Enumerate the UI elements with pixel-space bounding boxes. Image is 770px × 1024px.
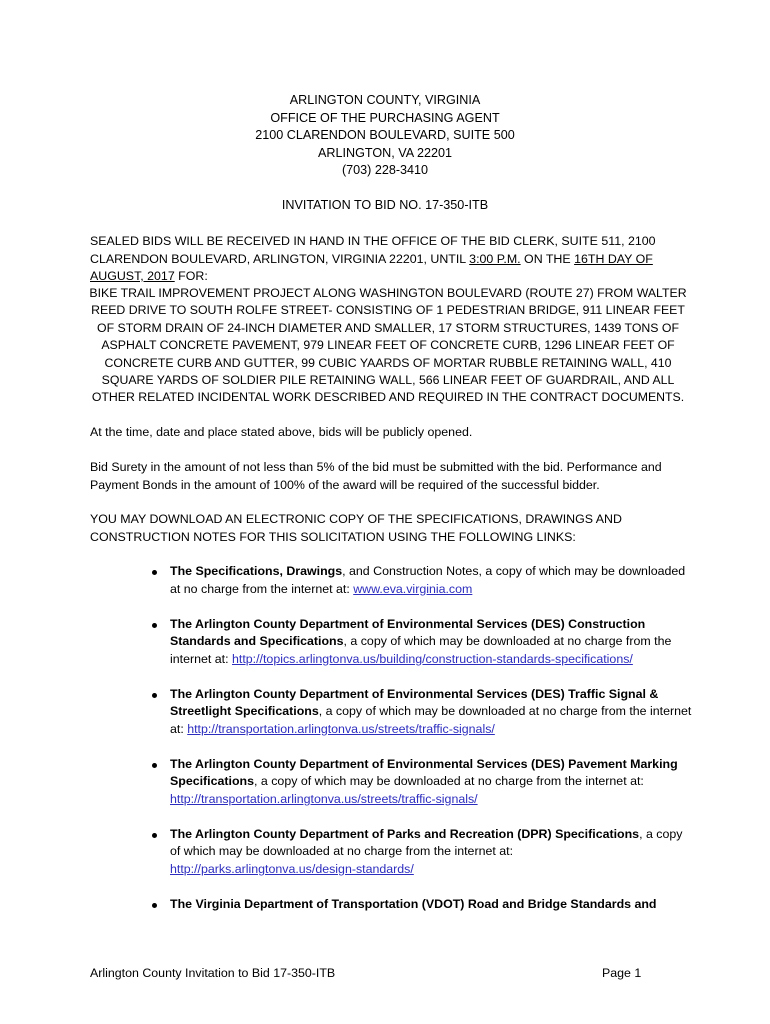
bullet-icon [152,693,157,698]
list-item [150,616,695,669]
bullet-icon [152,570,157,575]
letterhead [0,92,770,180]
list-item-text: , a copy of which may be downloaded at no charge from the internet at: [254,774,644,789]
construction-standards-link[interactable]: http://topics.arlingtonva.us/building/construction-standards-specifications/ [232,651,633,666]
city-state-zip: ARLINGTON, VA 22201 [318,145,452,160]
pavement-marking-link[interactable]: http://transportation.arlingtonva.us/streets/traffic-signals/ [170,791,478,806]
list-item-title: The Arlington County Department of Environmental Services (DES) Pavement Marking Specifications [170,756,678,789]
list-item-title: The Arlington County Department of Parks and Recreation (DPR) Specifications [170,826,640,841]
bid-surety-paragraph: Bid Surety in the amount of not less than 5% of the bid must be submitted with the bid. Performance and Payment Bonds in the amount of 100% of the award will be required of the successful bidder. [90,460,662,492]
list-item-text: , and Construction Notes, a copy of which may be downloaded at no charge from the internet at: [170,564,686,596]
phone-number: (703) 228-3410 [341,163,429,177]
document-title: INVITATION TO BID NO. 17-350-ITB [281,198,489,212]
specification-links-list [150,563,695,931]
list-item-text: , a copy of which may be downloaded at no charge from the internet at: [170,826,683,859]
sealed-bids-paragraph [90,233,690,286]
list-item-title: The Specifications, Drawings [170,564,343,578]
bullet-icon [152,833,157,838]
traffic-signals-link[interactable]: http://transportation.arlingtonva.us/streets/traffic-signals/ [187,721,495,736]
footer-document-name: Arlington County Invitation to Bid 17-350-ITB [90,966,336,980]
download-instructions: YOU MAY DOWNLOAD AN ELECTRONIC COPY OF THE SPECIFICATIONS, DRAWINGS AND CONSTRUCTION NOTES FOR THIS SOLICITATION USING THE FOLLOWING LINKS: [90,512,622,544]
deadline-time: 3:00 P.M. [469,251,521,266]
list-item [150,756,695,809]
bid-opening-paragraph: At the time, date and place stated above, bids will be publicly opened. [90,425,473,439]
office-name: OFFICE OF THE PURCHASING AGENT [270,110,500,125]
list-item-title: The Virginia Department of Transportation (VDOT) Road and Bridge Standards and [170,896,657,911]
project-description: BIKE TRAIL IMPROVEMENT PROJECT ALONG WASHINGTON BOULEVARD (ROUTE 27) FROM WALTER REED DRIVE TO SOUTH ROLFE STREET- CONSISTING OF 1 PEDESTRIAN BRIDGE, 911 LINEAR FEET OF STORM DRAIN OF 24-INCH DIAMETER AND SMALLER, 17 STORM STRUCTURES, 1439 TONS OF ASPHALT CONCRETE PAVEMENT, 979 LINEAR FEET OF CONCRETE CURB, 1296 LINEAR FEET OF CONCRETE CURB AND GUTTER, 99 CUBIC YAARDS OF MORTAR RUBBLE RETAINING WALL, 410 SQUARE YARDS OF SOLDIER PILE RETAINING WALL, 566 LINEAR FEET OF GUARDRAIL, AND ALL OTHER RELATED INCIDENTAL WORK DESCRIBED AND REQUIRED IN THE CONTRACT DOCUMENTS. [89,286,687,405]
list-item-text: , a copy of which may be downloaded at no charge from the internet at: [170,704,692,736]
parks-design-standards-link[interactable]: http://parks.arlingtonva.us/design-standards/ [170,861,414,876]
list-item [150,826,695,879]
list-item [150,686,695,739]
list-item [150,563,695,598]
list-item-title: The Arlington County Department of Environmental Services (DES) Traffic Signal & Streetlight Specifications [170,686,659,719]
page-number: Page 1 [602,966,642,980]
county-name: ARLINGTON COUNTY, VIRGINIA [289,93,481,107]
sealed-text-before: SEALED BIDS WILL BE RECEIVED IN HAND IN THE OFFICE OF THE BID CLERK, SUITE 511, 2100 CLARENDON BOULEVARD, ARLINGTON, VIRGINIA 22201, UNTIL [90,234,656,266]
bullet-icon [152,903,157,908]
list-item-title: The Arlington County Department of Environmental Services (DES) Construction Standards and Specifications [170,616,646,649]
list-item [150,896,695,914]
bullet-icon [152,763,157,768]
eva-virginia-link[interactable]: www.eva.virginia.com [353,581,473,596]
street-address: 2100 CLARENDON BOULEVARD, SUITE 500 [255,128,515,142]
deadline-date: 16TH DAY OF AUGUST, 2017 [90,251,653,283]
sealed-text-after: FOR: [174,269,208,283]
bullet-icon [152,623,157,628]
list-item-text: , a copy of which may be downloaded at no charge from the internet at: [170,634,672,666]
sealed-text-middle: ON THE [520,251,575,266]
